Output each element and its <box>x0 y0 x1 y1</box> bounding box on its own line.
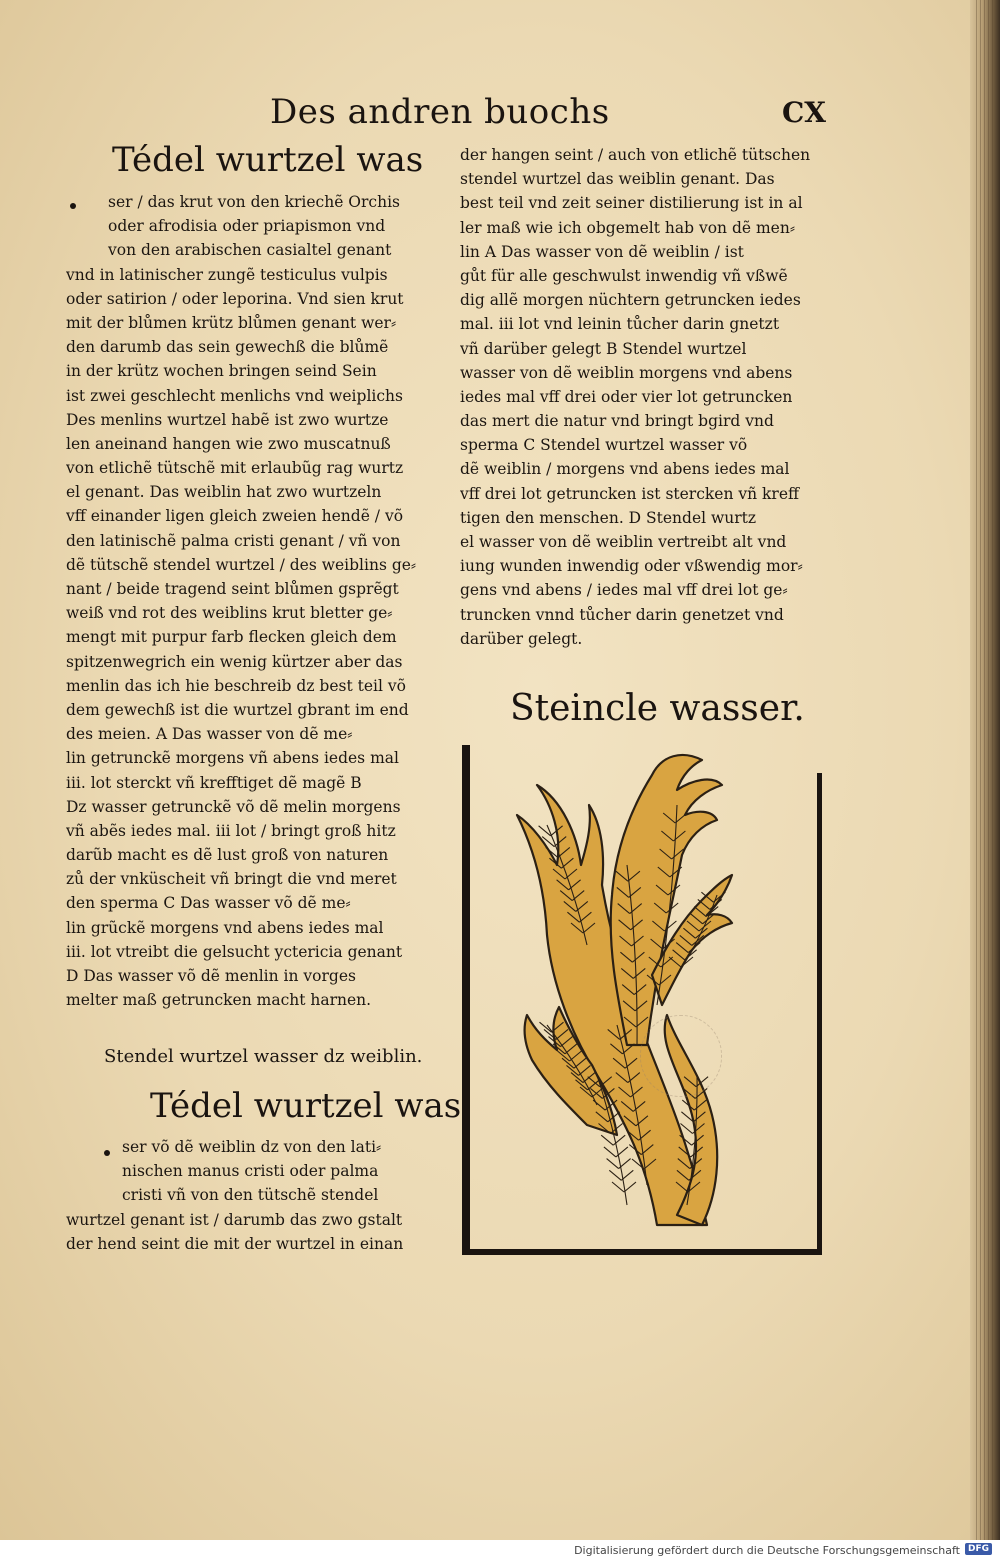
text-line: der hangen seint / auch von etlichẽ tütschen <box>460 146 811 164</box>
text-line: melter maß getruncken macht harnen. <box>66 991 372 1010</box>
text-line: ler maß wie ich obgemelt hab von dẽ men⸗ <box>460 218 795 237</box>
text-line: truncken vnnd tůcher darin genetzet vnd <box>460 605 784 624</box>
left-column-text-2 <box>66 1135 446 1256</box>
text-line: weiß vnd rot des weiblins krut bletter ge⸗ <box>66 604 393 623</box>
text-line: tigen den menschen. D Stendel wurtz <box>460 508 757 527</box>
text-line: in der krütz wochen bringen seind Sein <box>66 362 377 381</box>
text-line: den sperma C Das wasser võ dẽ me⸗ <box>66 894 351 913</box>
text-line: Des menlins wurtzel habẽ ist zwo wurtze <box>66 410 389 429</box>
text-line: cristi vñ von den tütschẽ stendel <box>122 1186 379 1205</box>
text-line: vnd in latinischer zungẽ testiculus vulpis <box>66 265 388 284</box>
text-line: lin A Das wasser von dẽ weiblin / ist <box>460 242 744 261</box>
text-line: iedes mal vff drei oder vier lot getruncken <box>460 387 793 406</box>
running-head: Des andren buochs <box>270 92 610 132</box>
text-line: el genant. Das weiblin hat zwo wurtzeln <box>66 483 382 502</box>
text-line: vff einander ligen gleich zweien hendẽ / võ <box>66 507 404 526</box>
text-line: zů der vnküscheit vñ bringt die vnd meret <box>66 870 397 889</box>
plant-icon <box>477 745 797 1245</box>
frond-barb <box>609 1170 621 1180</box>
text-line: mal. iii lot vnd leinin tůcher darin gnetzt <box>460 315 780 334</box>
text-line: mengt mit purpur farb flecken gleich dem <box>66 628 397 647</box>
frond-barb <box>607 1159 619 1169</box>
text-line: dem gewechß ist die wurtzel gbrant im end <box>66 700 409 719</box>
woodcut-frame-bottom <box>462 1249 822 1255</box>
text-line: oder satirion / oder leporina. Vnd sien krut <box>66 289 404 308</box>
text-line: oder afrodisia oder priapismon vnd <box>108 217 386 236</box>
subheading-weiblin: Stendel wurtzel wasser dz weiblin. <box>104 1046 423 1067</box>
frond-barb <box>621 1170 633 1180</box>
text-line: vñ darüber gelegt B Stendel wurtzel <box>460 339 747 358</box>
text-line: gůt für alle geschwulst inwendig vñ vßwẽ <box>460 266 788 285</box>
text-line: stendel wurtzel das weiblin genant. Das <box>460 170 775 189</box>
footer-credit: Digitalisierung gefördert durch die Deutsche Forschungsgemeinschaft <box>574 1544 960 1557</box>
chapter-heading-1: Tédel wurtzel was <box>112 140 424 180</box>
dfg-logo: DFG <box>965 1543 992 1555</box>
folio-number: CX <box>782 96 827 129</box>
text-line: das mert die natur vnd bringt bgird vnd <box>460 412 774 431</box>
text-line: darũb macht es dẽ lust groß von naturen <box>66 846 389 865</box>
text-line: menlin das ich hie beschreib dz best teil võ <box>66 676 406 695</box>
text-line: D Das wasser võ dẽ menlin in vorges <box>66 967 356 985</box>
text-line: len aneinand hangen wie zwo muscatnuß <box>66 434 391 453</box>
chapter-heading-steincle: Steincle wasser. <box>510 688 805 729</box>
text-line: ser võ dẽ weiblin dz von den lati⸗ <box>122 1138 382 1156</box>
text-line: von etlichẽ tütschẽ mit erlaubũg rag wurtz <box>66 459 404 478</box>
frond-barb <box>624 1182 636 1192</box>
text-line: vff drei lot getruncken ist stercken vñ kreff <box>460 484 800 503</box>
text-line: vñ abẽs iedes mal. iii lot / bringt groß hitz <box>66 821 396 840</box>
frond-barb <box>539 826 551 836</box>
frond-barb <box>604 1147 616 1157</box>
chapter-heading-2: Tédel wurtzel was <box>150 1086 462 1126</box>
left-column-text <box>66 190 446 1012</box>
text-line: den darumb das sein gewechß die blůmẽ <box>66 338 389 357</box>
text-line: gens vnd abens / iedes mal vff drei lot ge⸗ <box>460 581 788 600</box>
text-line: ser / das krut von den kriechẽ Orchis <box>108 193 400 211</box>
text-line: iii. lot vtreibt die gelsucht yctericia genant <box>66 942 403 961</box>
text-line: lin grũckẽ morgens vnd abens iedes mal <box>66 918 384 937</box>
woodcut-frame-left <box>462 745 470 1255</box>
text-line: spitzenwegrich ein wenig kürtzer aber das <box>66 652 403 671</box>
text-line: des meien. A Das wasser von dẽ me⸗ <box>66 725 353 744</box>
page-edges <box>976 0 994 1540</box>
text-line: den latinischẽ palma cristi genant / vñ von <box>66 531 401 550</box>
text-line: iii. lot sterckt vñ krefftiget dẽ magẽ B <box>66 773 362 792</box>
text-line: Dz wasser getrunckẽ võ dẽ melin morgens <box>66 797 401 816</box>
text-line: von den arabischen casialtel genant <box>108 241 392 260</box>
frond-barb <box>601 1135 613 1145</box>
library-stamp-faint <box>640 1015 722 1097</box>
text-line: el wasser von dẽ weiblin vertreibt alt vnd <box>460 533 787 551</box>
text-line: darüber gelegt. <box>460 629 583 648</box>
text-line: sperma C Stendel wurtzel wasser võ <box>460 436 748 455</box>
woodcut-frame-right <box>817 773 822 1251</box>
text-line: dẽ tütschẽ stendel wurtzel / des weiblins ge⸗ <box>66 555 417 574</box>
woodcut-illustration <box>462 745 822 1255</box>
text-line: mit der blůmen krütz blůmen genant wer⸗ <box>66 313 397 332</box>
frond-barb <box>612 1182 624 1192</box>
text-line: der hend seint die mit der wurtzel in einan <box>66 1234 404 1253</box>
text-line: ist zwei geschlecht menlichs vnd weiplichs <box>66 386 403 405</box>
text-line: iung wunden inwendig oder vßwendig mor⸗ <box>460 557 803 576</box>
right-column-text <box>460 143 830 651</box>
text-line: dẽ weiblin / morgens vnd abens iedes mal <box>460 460 790 479</box>
text-line: lin getrunckẽ morgens vñ abens iedes mal <box>66 749 399 768</box>
text-line: nant / beide tragend seint blůmen gsprẽgt <box>66 580 399 598</box>
text-line: nischen manus cristi oder palma <box>122 1162 379 1181</box>
text-line: best teil vnd zeit seiner distilierung ist in al <box>460 194 803 213</box>
text-line: dig allẽ morgen nüchtern getruncken iedes <box>460 291 801 310</box>
text-line: wasser von dẽ weiblin morgens vnd abens <box>460 363 793 382</box>
text-line: wurtzel genant ist / darumb das zwo gstalt <box>66 1210 403 1229</box>
digitization-footer <box>0 1540 1000 1560</box>
